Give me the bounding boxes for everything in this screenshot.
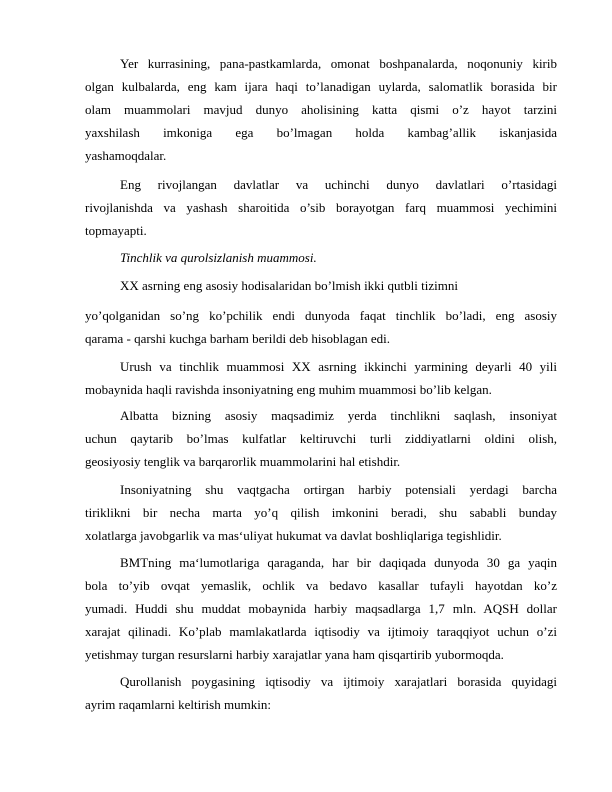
text-line: XX asrning eng asosiy hodisalaridan bo’lmish ikki qutbli tizimni — [120, 278, 458, 293]
text-line: Yer kurrasining, pana-pastkamlarda, omonat boshpanalarda, noqonuniy kirib — [120, 56, 557, 71]
text-line: olgan kulbalarda, eng kam ijara haqi to’lanadigan uylarda, salomatlik borasida bir — [85, 79, 557, 94]
text-line: qarama - qarshi kuchga barham berildi deb hisoblagan edi. — [85, 331, 391, 346]
text-line: topmayapti. — [85, 223, 147, 238]
text-line: mobaynida haqli ravishda insoniyatning eng muhim muammosi bo’lib kelgan. — [85, 382, 492, 397]
text-line: ayrim raqamlarni keltirish mumkin: — [85, 697, 271, 712]
text-line: yaxshilash imkoniga ega bo’lmagan holda kambag’allik iskanjasida — [85, 125, 557, 140]
text-line: xolatlarga javobgarlik va mas‘uliyat hukumat va davlat boshliqlariga tegishlidir. — [85, 528, 502, 543]
text-line: tiriklikni bir necha marta yo’q qilish imkonini beradi, shu sababli bunday — [85, 505, 557, 520]
section-heading: Tinchlik va qurolsizlanish muammosi. — [120, 250, 317, 265]
text-line: yumadi. Huddi shu muddat mobaynida harbiy maqsadlarga 1,7 mln. AQSH dollar — [85, 601, 557, 616]
text-line: yashamoqdalar. — [85, 148, 167, 163]
text-line: bola to’yib ovqat yemaslik, ochlik va bedavo kasallar tufayli hayotdan ko’z — [85, 578, 557, 593]
text-line: geosiyosiy tenglik va barqarorlik muammolarini hal etishdir. — [85, 454, 401, 469]
text-line: uchun qaytarib bo’lmas kulfatlar keltiruvchi turli ziddiyatlarni oldini olish, — [85, 431, 557, 446]
text-line: BMTning ma‘lumotlariga qaraganda, har bir daqiqada dunyoda 30 ga yaqin — [120, 555, 557, 570]
text-line: Insoniyatning shu vaqtgacha ortirgan harbiy potensiali yerdagi barcha — [120, 482, 557, 497]
text-line: Qurollanish poygasining iqtisodiy va ijtimoiy xarajatlari borasida quyidagi — [120, 674, 557, 689]
text-line: Urush va tinchlik muammosi XX asrning ikkinchi yarmining deyarli 40 yili — [120, 359, 557, 374]
text-line: Eng rivojlangan davlatlar va uchinchi dunyo davlatlari o’rtasidagi — [120, 177, 557, 192]
text-line: yetishmay turgan resurslarni harbiy xarajatlar yana ham qisqartirib yubormoqda. — [85, 647, 504, 662]
text-line: olam muammolari mavjud dunyo aholisining katta qismi o’z hayot tarzini — [85, 102, 557, 117]
text-line: xarajat qilinadi. Ko’plab mamlakatlarda iqtisodiy va ijtimoiy taraqqiyot uchun o’zi — [85, 624, 557, 639]
text-line: yo’qolganidan so’ng ko’pchilik endi dunyoda faqat tinchlik bo’ladi, eng asosiy — [85, 308, 557, 323]
text-line: Albatta bizning asosiy maqsadimiz yerda tinchlikni saqlash, insoniyat — [120, 408, 557, 423]
text-line: rivojlanishda va yashash sharoitida o’sib borayotgan farq muammosi yechimini — [85, 200, 557, 215]
